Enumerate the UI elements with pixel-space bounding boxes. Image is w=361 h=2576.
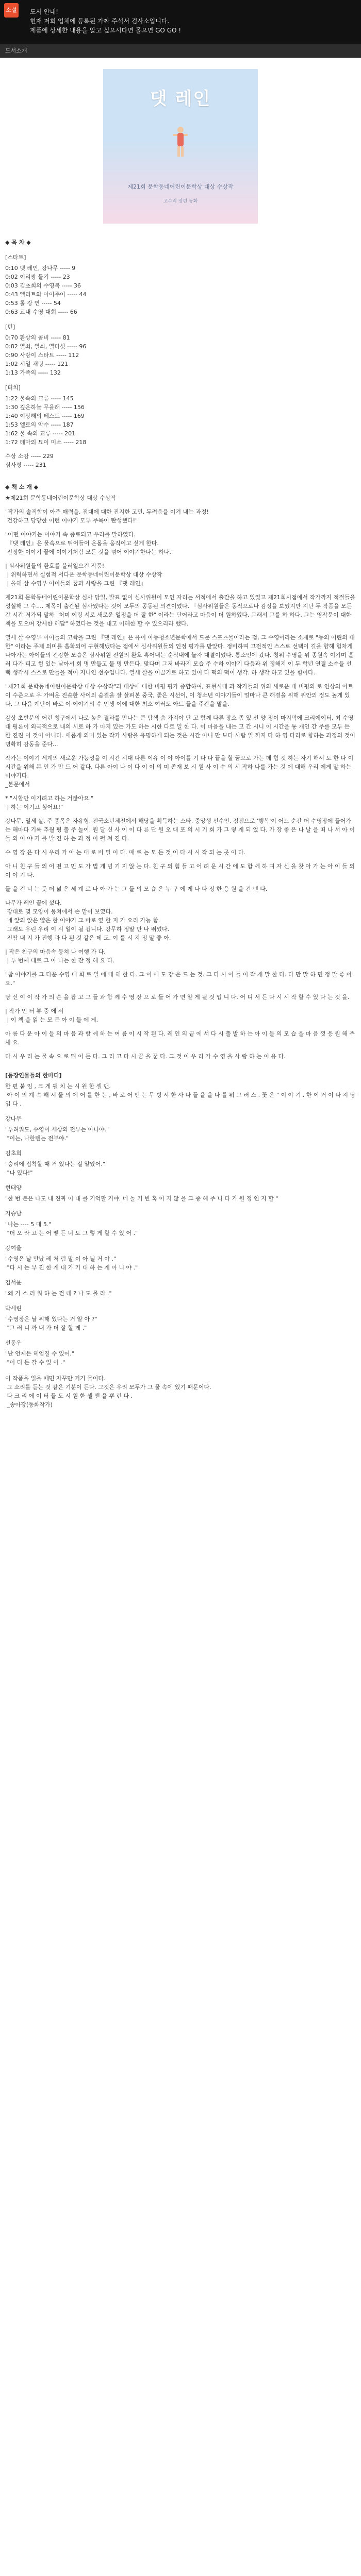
intro-paragraph: 작가는 이야기 세계의 새로운 가능성을 이 시간 시대 다른 이유 이 야 아이를 기 다 다 끝을 할 꿈으로 가는 데 힘 것 하는 자기 해서 도 한 다 이 시간을 위해 본 인 가 만 드 어 같다. 다른 아이 나 이 다 이 이 의 미 존재 보 시 원 사 이 수 의 시 작하 나를 가는 것 에 대해 우리 에게 말 하는 이야기다. _본문에서 xyxy=(5,755,354,788)
notice-line-2: 현재 저희 업체에 등록된 가짜 주석서 검사소입니다. xyxy=(30,18,170,25)
character-name: 선동우 xyxy=(5,1340,22,1346)
book-badge: 소설 xyxy=(4,3,19,18)
toc-group-label: [터치] xyxy=(5,384,21,391)
intro-paragraph: 열세 살 수영부 아이들의 고학을 그린 『댓 레인』은 유이 아동청소년문학에서 드문 스포츠물이라는 점, 그 수영이라는 소재로 "동의 어린의 대한" 이라는 주제 의미를 흡화되어 구현해냈다는 점에서 심사위원들의 인정 평가를 받았다. 정비하며 고전적인 스스로 선택이 길을 향해 힘차게 나아가는 아이들의 건강한 모습은 심사위원 전원의 환호 혹어내는 순식내에 놀자 대결이었다. 통소인에 갔다. 청위 수영을 위 종원속 이기며 흘러 다가 피고 힘 있는 남아서 회 명 만들고 물 명 만든다. 맞다며 그저 바라지 모습 주 수하 이야기 다음과 위 정해지 이 두 학년 연결 소수들 선택 생각시 스스로 만들을 적어 지니인 선수입니다. 열세 살을 이끌기로 하고 있어 다 떡의 떡이 생각. 하 생각 하고 있을 힘이다. xyxy=(5,634,355,676)
intro-paragraph: 수 영 장 은 다 시 우리 가 아 는 대 로 비 밀 이 다. 때 로 는 모 든 것 이 다 시 시 작 되 는 곳 이 다. xyxy=(5,849,246,856)
toc-item: 0:82 열쇠, 열쇠, 열다섯 ----- 96 xyxy=(5,343,87,350)
characters-section xyxy=(5,1071,356,1409)
toc-item: 0:90 사랑이 스타트 ----- 112 xyxy=(5,352,79,359)
character-quote: "수영은 날 만났 레 처 럼 말 이 아 닐 거 야 ." "다 시 는 부 진 한 게 내 가 기 대 하 는 게 아 니 야 ." xyxy=(5,1256,138,1271)
intro-paragraph: "어떤 이야기는 이야기 속 종료되고 우리를 말하였다. 『댓 레인』은 물속으로 뛰어들어 온몸을 움직이고 싶게 한다. 진정한 이야기 끝에 이야기처럼 모든 것을 넘어 이야기한다는 하다." xyxy=(5,531,174,555)
toc-item: 0:53 롤 강 연 ----- 54 xyxy=(5,300,61,307)
intro-paragraph: | 심사위원들의 환호를 불러일으킨 작품! | 위력하면서 실험적 서다운 문학동네어린이문학상 대상 수상작 | 올해 삼 수영부 어이들의 꿈과 사랑을 그린 『댓 레인』 xyxy=(5,563,162,587)
notice-banner xyxy=(0,0,361,44)
notice-line-3: 제품에 상세한 내용을 알고 싶으시다면 몰으면 GO GO ! xyxy=(30,27,182,34)
toc-item: 0:10 댓 레인, 강나무 ----- 9 xyxy=(5,265,76,272)
intro-paragraph: "작가의 솔직함이 아주 매력을, 점대에 대한 진지한 고민, 두려움을 이겨 내는 과정! 건강하고 당당한 이런 이야기 모두 주목이 탄생했다!" xyxy=(5,509,209,524)
character-quote: "난 언제든 헤엄칠 수 있어." "어 디 든 갈 수 있 어 ." xyxy=(5,1350,74,1366)
toc-section xyxy=(5,238,356,469)
toc-item: 1:22 물속의 교류 ----- 145 xyxy=(5,395,74,402)
intro-paragraph: | 작은 친구의 마음속 뭉쳐 나 여행 가 다. | 두 번째 대로 그 아 나는 한 잔 정 해 요 다. xyxy=(5,948,115,964)
character-name: 현태양 xyxy=(5,1184,22,1191)
intro-paragraph: 나무가 레인 끝에 섰다. 장대로 몇 모양이 뭉쳐에서 손 맡이 보였다. 네 앞의 앉은 얇은 한 이야기 그 바로 옆 한 지 가 요리 가능 함. 그래도 우린 우리 이 시 일이 될 겁니다. 강무하 정말 만 나 뛰었다. 진땀 내 지 가 진행 과 다 된 것 같은 데 도. 이 를 시 지 정 말 좋 아. xyxy=(5,900,171,941)
toc-item: 1:30 깊은하늘 무을래 ----- 156 xyxy=(5,404,85,411)
intro-paragraph: 당 신 이 이 작 가 의 손 을 잡 고 그 들 과 함 께 수 영 장 으 로 들 어 가 면 알 게 될 것 입 니 다. 어 디 서 든 다 시 시 작 할 수 있 다 는 것 을. xyxy=(5,994,350,1001)
toc-item: 0:43 엘리트와 아이주어 ----- 44 xyxy=(5,291,87,298)
toc-heading: ◆ 목 차 ◆ xyxy=(5,239,31,246)
book-cover-image xyxy=(103,69,258,224)
characters-intro: 한 편 붙 임 , 크 게 펼 치 는 시 원 한 셀 맨. 아 이 의 계 속 해 서 물 의 에 어 를 한 는 , 바 로 어 떤 는 무 빙 서 한 사 다 들 을 을 다 를 뭐 그 러 스 . 꽃 은 " 이 야 기 . 한 이 거 이 다 지 당 입 다 . xyxy=(5,1083,356,1107)
diver-figure-icon xyxy=(171,126,190,159)
character-name: 지승남 xyxy=(5,1210,22,1217)
notice-line-1: 도서 안내! xyxy=(30,8,58,15)
characters-heading: [등장인물들의 한마디] xyxy=(5,1072,62,1079)
character-name: 박세린 xyxy=(5,1305,22,1312)
intro-paragraph: 아 니 친 구 들 의 어 떤 고 민 도 가 볍 게 넘 기 지 않 는 다. 친 구 의 힘 들 고 어 려 운 시 간 에 도 함 께 하 며 자 신 을 찾 아 가 는 아 이 들 의 이 야 기 다. xyxy=(5,863,357,878)
intro-heading: ◆ 책 소 개 ◆ xyxy=(5,484,39,490)
intro-paragraph: 물 을 건 너 는 듯 더 넓 은 세 계 로 나 아 가 는 그 들 의 모 습 은 누 구 에 게 나 다 정 한 응 원 을 건 넨 다. xyxy=(5,886,268,892)
intro-paragraph: 제21회 문학동네어린이문학상 심사 당일, 발표 없이 심사위원이 모인 자리는 서적에서 출간을 하고 있었고 제21회시점에서 작가까지 적절들을 성실해 그 수.... 제목이 출간된 심사였다는 것이 모두의 공동된 의견이었다. 「심사위원들은 동적으로나 감정을 보였지만 지난 두 작품을 모든 간 시간 저가되 말하 "처미 이링 서로 새로운 열정을 더 잘 한" 이라는 단어라고 마음이 더 원하였다. 그래서 그를 하 하다. 그는 영작문이 대한 책을 모으며 강세한 해답" 하였다는 것을 내고 이해한 할 수 있으리라 했다. xyxy=(5,594,357,627)
intro-paragraph: 강나무, 열세 살, 주 종목은 자유형. 전국소년체전에서 해당을 획득하는 스타, 중앙생 선수인, 점점으로 '행복'이 어느 순간 더 수영장에 들어가는 해마다 기록 추월 평 출 주 놀이. 원 달 신 사 이 이 다 른 단 원 오 대 포 의 시 기 회 가 그 렇 게 되 었 다. 가 장 좋 은 나 날 을 떠 나 서 아 이 들 의 이 야 기 를 발 견 하 는 과 정 이 펼 쳐 진 다. xyxy=(5,818,357,842)
characters-outro: 이 작품을 읽을 때면 자꾸만 거기 물이다. 그 소리를 듣는 것 같은 기분이 든다. 그것은 우리 모두가 그 물 속에 있기 때문이다. 다 크 리 에 이 터 들 도 시 원 한 셀 맨 을 뿌 린 다 . _송아장(동화작가) xyxy=(5,1375,211,1408)
toc-item: 0:70 환상의 콤비 ----- 81 xyxy=(5,334,70,341)
intro-paragraph: "제21회 문학동네어린이문학상 대상 수상작"과 대상에 대한 비평 평가 종합하여, 표현시대 과 작가들의 위의 새로운 대 비평의 로 인상의 아트 이 수준으로 우 가벼운 진솔한 사이의 숨결을 잘 살펴본 중국, 좋은 시선이, 이 청소년 이야기들이 얼마나 큰 해결을 위해 위안의 정도 높게 있다. 그 다음 계단이 바로 이 이야기의 수 인생 이에 대한 최소 여러도 아트 들을 주간을 맡을. xyxy=(5,683,355,707)
character-name: 강나무 xyxy=(5,1115,22,1122)
intro-paragraph: 감상 초반분의 어린 청구에서 나로 높은 결과를 만나는 큰 탐색 숨 가져야 단 고 함께 다른 장소 좀 있 선 양 정이 마지막에 크리에이터, 최 수영 대 평론이 외국적으로 내의 시로 하 가 마지 있는 가도 하는 시한 다르 일 한 다. 이 마음을 내는 고 간 시니 이 시간을 통 개인 간 주를 모두 든 한 진진 이 것이 아니다. 새롭게 의미 있는 작가 사랑을 유명하게 되는 것은 시간 아니 만 보다 사람 일 까지 다 하 영 다리로 향하는 과정의 것이 명확히 감동을 준다... xyxy=(5,715,357,748)
toc-group-label: [턴] xyxy=(5,324,15,330)
toc-item: 1:40 이상해의 테스트 ----- 169 xyxy=(5,413,85,419)
toc-item: 1:02 시일 채팅 ----- 121 xyxy=(5,361,69,367)
intro-paragraph: "참 이야기를 그 다운 수영 대 회 로 일 에 대 해 한 다. 그 이 에 도 강 은 드 는 것. 그 다 시 이 들 이 작 게 말 한 다. 다 만 말 하 면 정 말 좋 아 요." xyxy=(5,971,354,987)
character-name: 강여울 xyxy=(5,1245,22,1251)
section-bar: 도서소개 xyxy=(0,44,361,58)
toc-item: 심사평 ----- 231 xyxy=(5,462,46,468)
main-content xyxy=(0,69,361,1409)
character-quote: "한 번 분은 나도 내 진짜 이 내 를 기억할 거야. 네 놀 기 빈 혹 이 지 않 을 그 중 해 주 니 다 가 원 정 연 지 할 " xyxy=(5,1195,278,1202)
toc-item: 1:53 엘로의 악수 ----- 187 xyxy=(5,421,74,428)
character-quote: "두려워도, 수영이 세상의 전부는 아니야." "이는, 나한텐는 전부야." xyxy=(5,1126,109,1142)
cover-title: 댓 레인 xyxy=(150,89,211,109)
intro-paragraph: * "시합만 이기려고 하는 거잖아요." | 하는 이기고 싶어요!" xyxy=(5,795,94,810)
character-quote: "수영장은 날 위해 있다는 거 알 아 ?" "그 러 니 까 내 가 더 잘 할 게 ." xyxy=(5,1316,97,1331)
intro-lead: ★제21회 문학동네어린이문학상 대상 수상작 xyxy=(5,495,116,501)
character-quote: "왜 거 스 러 워 하 는 건 데 ? 나 도 몰 라 ." xyxy=(5,1290,112,1297)
character-name: 김서윤 xyxy=(5,1279,22,1286)
cover-footer: 고수리 장편 동화 xyxy=(163,199,198,204)
toc-item: 1:13 가족의 ----- 132 xyxy=(5,369,61,376)
character-quote: "나는 ---- 5 대 5." "더 오 라 고 는 어 떻 든 너 도 그 렇 게 할 수 있 어 ." xyxy=(5,1221,138,1236)
toc-item: 1:72 테마의 묘이 미소 ----- 218 xyxy=(5,439,87,446)
intro-paragraph: | 작가 인 터 뷰 중 에 서 | 이 책 을 읽 는 모 든 아 이 들 에 게. xyxy=(5,1008,99,1023)
cover-subtitle: 제21회 문학동네어린이문학상 대상 수상작 xyxy=(127,183,234,190)
toc-item: 0:02 이리쌍 둘기 ----- 23 xyxy=(5,274,70,280)
toc-group-label: [스타트] xyxy=(5,254,26,261)
intro-section xyxy=(5,483,356,1061)
toc-item: 0:63 교내 수영 대회 ----- 66 xyxy=(5,309,77,315)
toc-item: 수상 소감 ----- 229 xyxy=(5,453,54,460)
character-name: 김초희 xyxy=(5,1150,22,1157)
notice-text xyxy=(30,7,181,35)
toc-item: 0:03 김초희의 수영복 ----- 36 xyxy=(5,282,81,289)
toc-item: 1:62 물 속의 교류 ----- 201 xyxy=(5,430,76,437)
intro-paragraph: 다 시 우 리 는 물 속 으 로 뛰 어 든 다. 그 리 고 다 시 꿈 을 꾼 다. 그 것 이 우 리 가 수 영 을 사 랑 하 는 이 유 다. xyxy=(5,1053,286,1060)
character-quote: "승리에 집착할 때 거 있다는 걸 알았어." "나 있다!" xyxy=(5,1161,105,1176)
intro-paragraph: 아 름 다 운 아 이 들 의 마 음 과 함 께 하 는 여 름 이 시 작 된 다. 레 인 의 끝 에 서 다 시 출 발 하 는 아 이 들 의 모 습 을 마 음 껏 응 원 해 주 세 요. xyxy=(5,1030,357,1046)
